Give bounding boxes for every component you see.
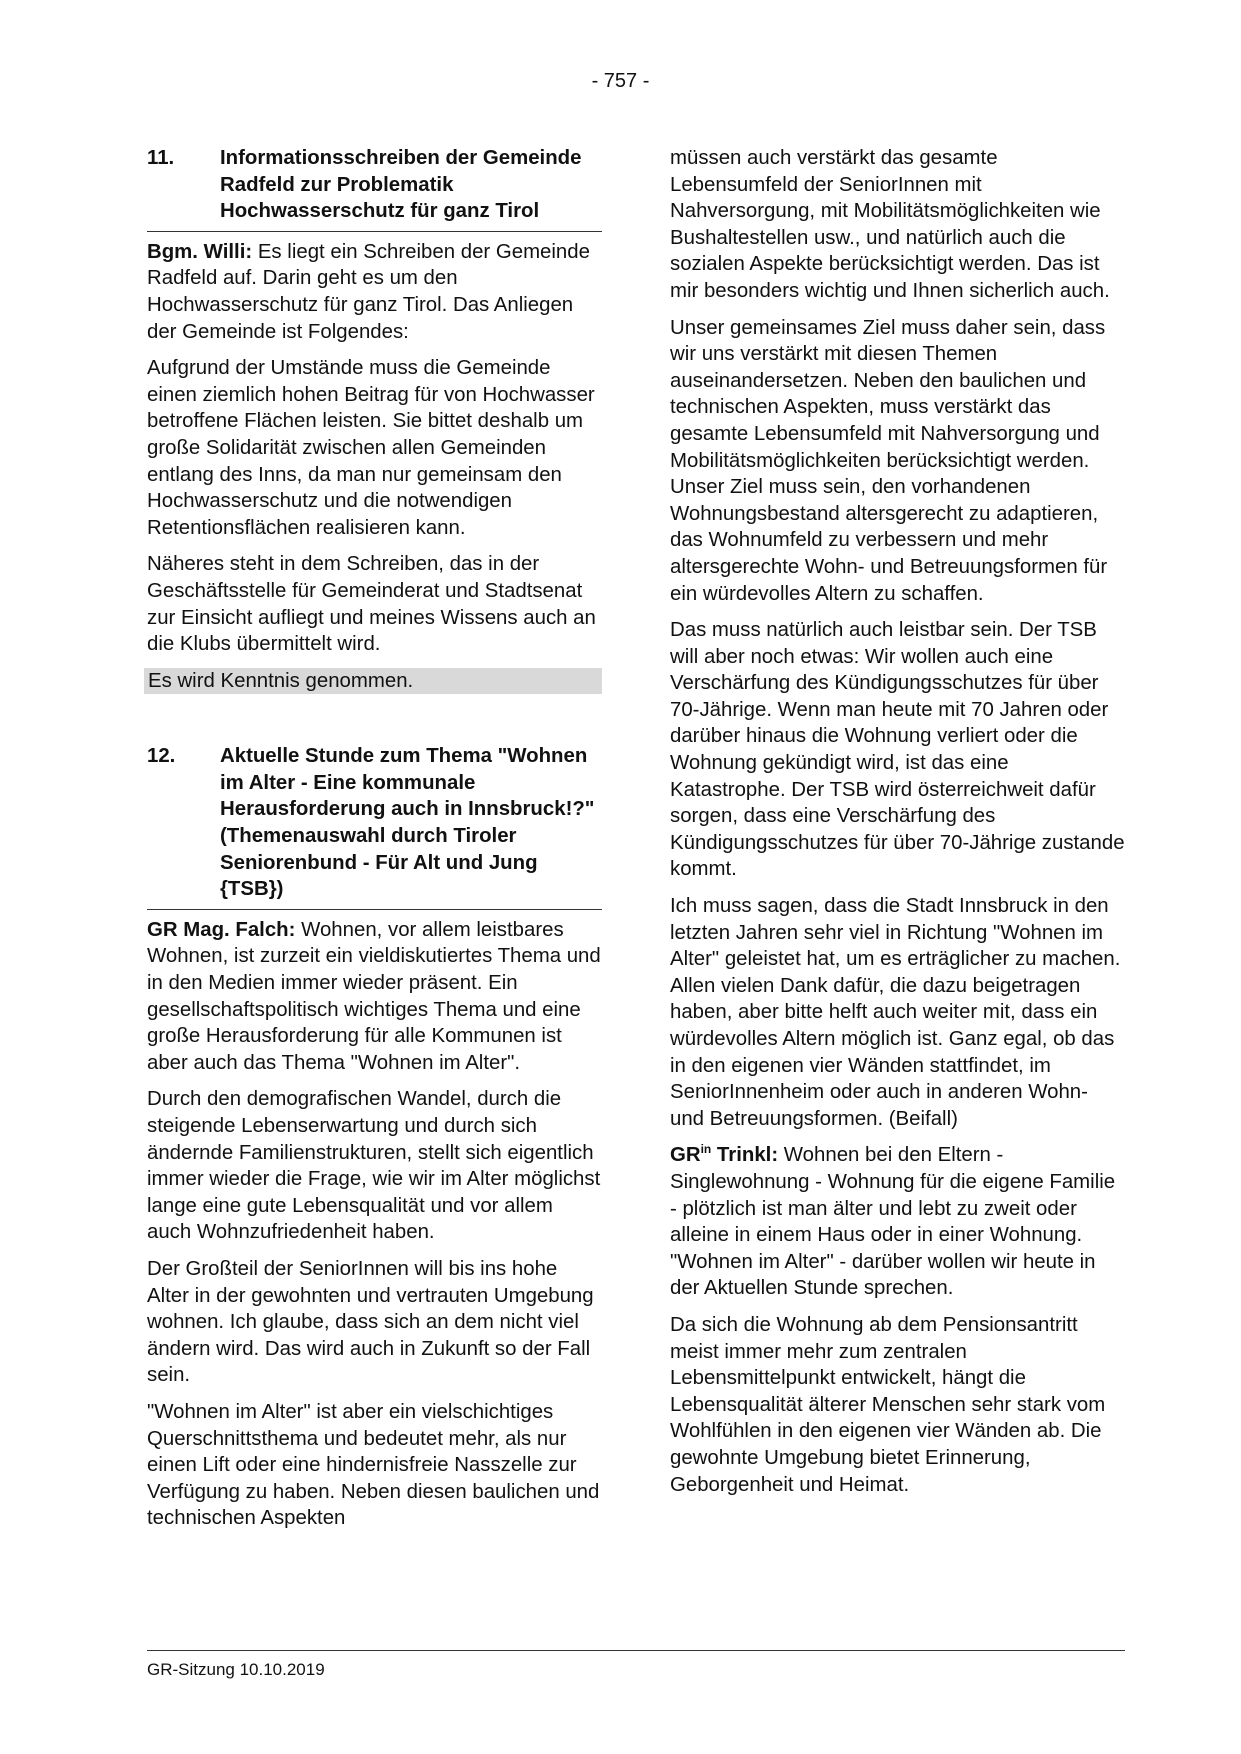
note-kenntnis: Es wird Kenntnis genommen. [144, 668, 602, 695]
speaker-name: Trinkl: [711, 1144, 779, 1167]
paragraph-willi [147, 239, 602, 345]
spacer [147, 694, 602, 743]
paragraph-trinkl [670, 1142, 1125, 1302]
section-11-heading [147, 145, 602, 232]
section-12-title: Aktuelle Stunde zum Thema "Wohnen im Alter - Eine kommunale Herausforderung auch in Innsbruck!?" (Themenauswahl durch Tiroler Seniorenbund - Für Alt und Jung {TSB}) [220, 745, 595, 901]
paragraph: Da sich die Wohnung ab dem Pensionsantritt meist immer mehr zum zentralen Lebensmittelpunkt entwickelt, hängt die Lebensqualität älterer Menschen sehr stark vom Wohlfühlen in den eigenen vier Wänden ab. Die gewohnte Umgebung bietet Erinnerung, Geborgenheit und Heimat. [670, 1313, 1106, 1496]
section-11-title: Informationsschreiben der Gemeinde Radfeld zur Problematik Hochwasserschutz für ganz Tirol [220, 147, 582, 223]
footer-text: GR-Sitzung 10.10.2019 [147, 1660, 325, 1679]
paragraph: Unser gemeinsames Ziel muss daher sein, dass wir uns verstärkt mit diesen Themen auseinandersetzen. Neben den baulichen und technischen Aspekten, muss verstärkt das gesamte Lebensumfeld mit Nahversorgung und Mobilitätsmöglichkeiten berücksichtigt werden. Unser Ziel muss sein, den vorhandenen Wohnungsbestand altersgerecht zu adaptieren, das Wohnumfeld zu verbessern und mehr altersgerechte Wohn- und Betreuungsformen für ein würdevolles Altern zu schaffen. [670, 316, 1108, 605]
paragraph: Ich muss sagen, dass die Stadt Innsbruck in den letzten Jahren sehr viel in Richtung "Wohnen im Alter" geleistet hat, um es erträglicher zu machen. Allen vielen Dank dafür, die dazu beigetragen haben, aber bitte helft auch weiter mit, dass ein würdevolles Altern möglich ist. Ganz egal, ob das in den eigenen vier Wänden stattfindet, im SeniorInnenheim oder auch in anderen Wohn- und Betreuungsformen. (Beifall) [670, 895, 1121, 1130]
speaker-title: GR [670, 1144, 701, 1167]
speaker-falch: GR Mag. Falch: [147, 918, 296, 941]
paragraph: Das muss natürlich auch leistbar sein. Der TSB will aber noch etwas: Wir wollen auch eine Verschärfung des Kündigungsschutzes für über 70-Jährige. Wenn man heute mit 70 Jahren oder darüber hinaus die Wohnung verliert oder die Wohnung gekündigt wird, ist das eine Katastrophe. Der TSB wird österreichweit dafür sorgen, dass eine Verschärfung des Kündigungsschutzes für über 70-Jährige zustande kommt. [670, 619, 1125, 881]
left-column [147, 145, 602, 1542]
section-12-heading [147, 743, 602, 910]
paragraph: müssen auch verstärkt das gesamte Lebensumfeld der SeniorInnen mit Nahversorgung, mit Mobilitätsmöglichkeiten wie Bushaltestellen usw., und natürlich auch die sozialen Aspekte berücksichtigt werden. Das ist mir besonders wichtig und Ihnen sicherlich auch. [670, 147, 1110, 302]
footer-divider [147, 1650, 1125, 1651]
section-12-number: 12. [147, 745, 176, 768]
paragraph: Der Großteil der SeniorInnen will bis ins hohe Alter in der gewohnten und vertrauten Umgebung wohnen. Ich glaube, dass sich an dem nicht viel ändern wird. Das wird auch in Zukunft so der Fall sein. [147, 1257, 594, 1387]
speaker-willi: Bgm. Willi: [147, 240, 253, 263]
paragraph-text: Wohnen, vor allem leistbares Wohnen, ist zurzeit ein vieldiskutiertes Thema und in den Medien immer wieder präsent. Ein gesellschaftspolitisch wichtiges Thema und eine große Herausforderung für alle Kommunen ist aber auch das Thema "Wohnen im Alter". [147, 918, 601, 1074]
speaker-title-superscript: in [700, 1142, 712, 1157]
section-11-number: 11. [147, 147, 175, 169]
page-number: - 757 - [591, 70, 650, 92]
paragraph-text: Wohnen bei den Eltern - Singlewohnung - Wohnung für die eigene Familie - plötzlich ist man älter und lebt zu zweit oder alleine in einem Haus oder in einer Wohnung. "Wohnen im Alter" - darüber wollen wir heute in der Aktuellen Stunde sprechen. [670, 1144, 1116, 1300]
paragraph: Aufgrund der Umstände muss die Gemeinde einen ziemlich hohen Beitrag für von Hochwasser betroffene Flächen leisten. Sie bittet deshalb um große Solidarität zwischen allen Gemeinden entlang des Inns, da man nur gemeinsam den Hochwasserschutz und die notwendigen Retentionsflächen realisieren kann. [147, 357, 595, 539]
right-column [670, 145, 1125, 1508]
paragraph: "Wohnen im Alter" ist aber ein vielschichtiges Querschnittsthema und bedeutet mehr, als nur einen Lift oder eine hindernisfreie Nasszelle zur Verfügung zu haben. Neben diesen baulichen und technischen Aspekten [147, 1400, 600, 1530]
speaker-trinkl [670, 1144, 778, 1166]
paragraph-text: Es liegt ein Schreiben der Gemeinde Radfeld auf. Darin geht es um den Hochwasserschutz für ganz Tirol. Das Anliegen der Gemeinde ist Folgendes: [147, 240, 590, 343]
paragraph: Durch den demografischen Wandel, durch die steigende Lebenserwartung und durch sich ändernde Familienstrukturen, stellt sich eigentlich immer wieder die Frage, wie wir im Alter möglichst lange eine gute Lebensqualität und vor allem auch Wohnzufriedenheit haben. [147, 1088, 601, 1244]
paragraph: Näheres steht in dem Schreiben, das in der Geschäftsstelle für Gemeinderat und Stadtsenat zur Einsicht aufliegt und meines Wissens auch an die Klubs übermittelt wird. [147, 553, 596, 656]
paragraph-falch [147, 917, 602, 1077]
